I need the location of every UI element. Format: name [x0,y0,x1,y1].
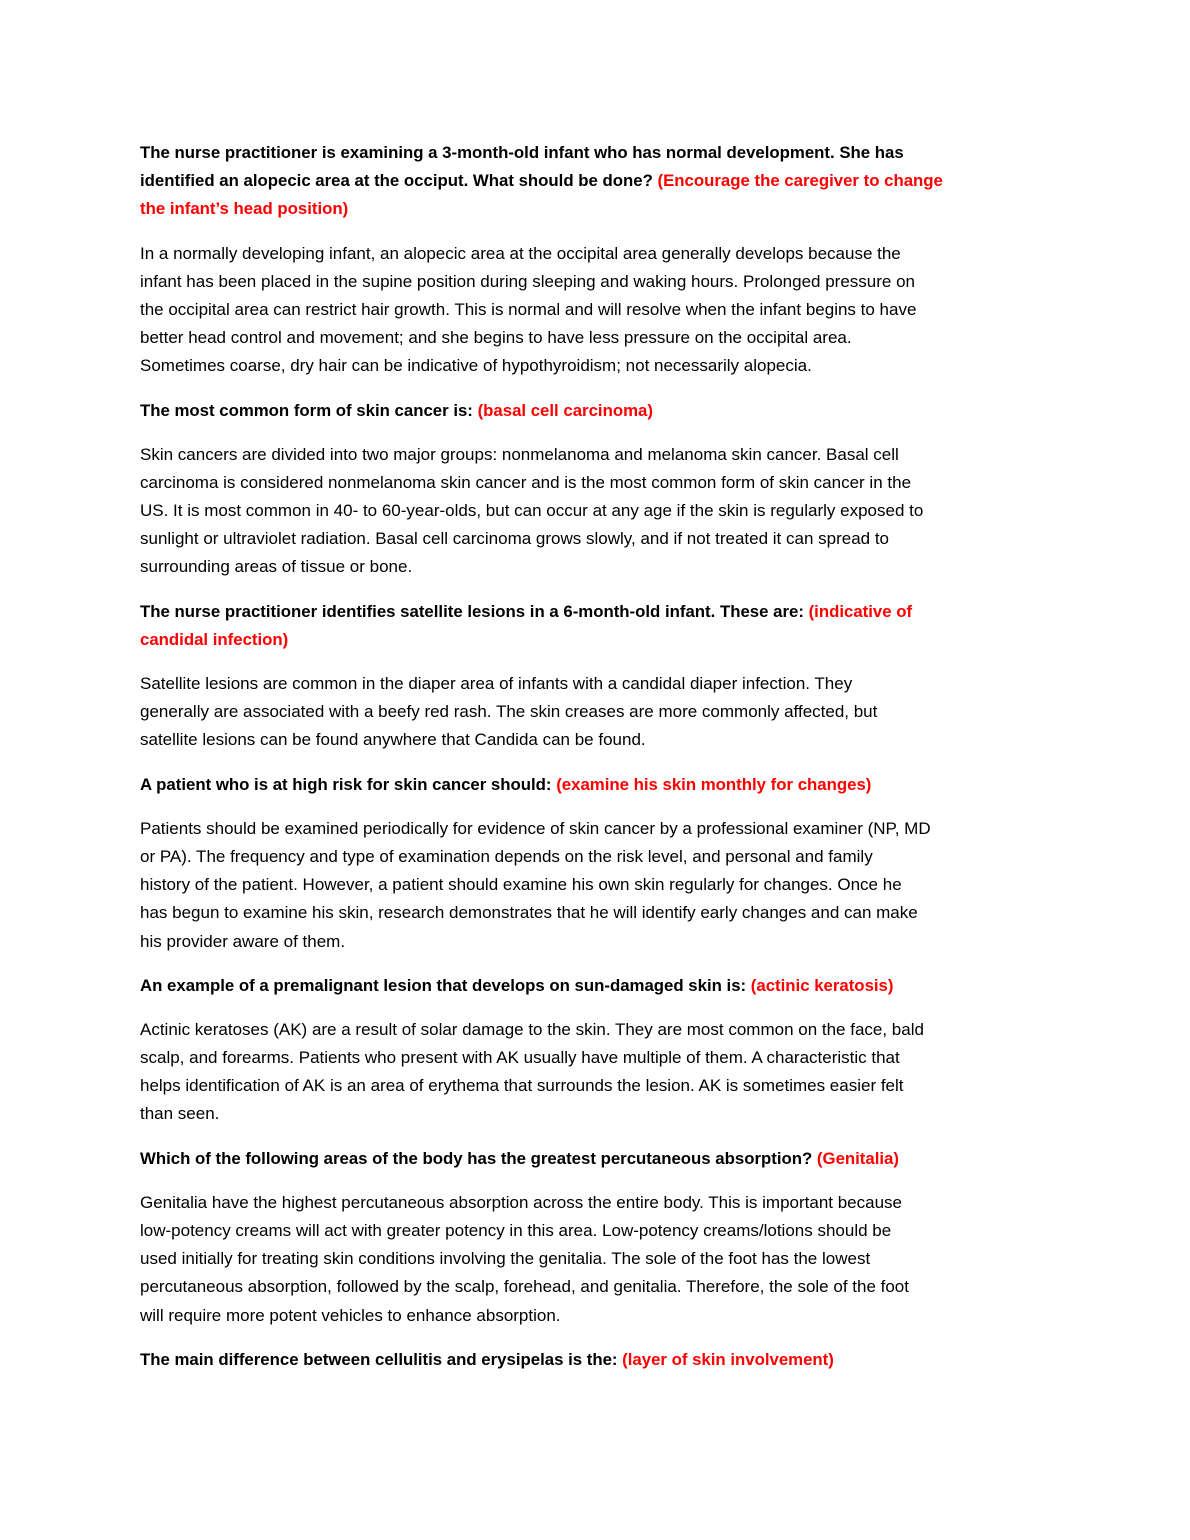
question-text: The main difference between cellulitis and erysipelas is the: [140,1349,623,1369]
text-line [140,195,1060,223]
body-text: In a normally developing infant, an alopecic area at the occipital area generally develops because the [140,243,901,263]
body-text: satellite lesions can be found anywhere that Candida can be found. [140,730,646,750]
body-text: Satellite lesions are common in the diaper area of infants with a candidal diaper infection. They [140,674,853,693]
body-text: history of the patient. However, a patient should examine his own skin regularly for changes. Once he [140,875,902,895]
text-line [140,553,1060,581]
body-text: or PA). The frequency and type of examination depends on the risk level, and personal and family [140,846,873,866]
question-text: The nurse practitioner identifies satellite lesions in a 6-month-old infant. These are: [140,601,809,621]
text-line [140,771,1060,799]
text-line [140,397,1060,425]
document-page [140,139,1060,1390]
body-text: Patients should be examined periodically for evidence of skin cancer by a professional examiner (NP, MD [140,818,931,838]
answer-text: (actinic keratosis) [750,975,894,995]
text-line [140,899,1060,927]
text-line [140,698,1060,726]
body-text: sunlight or ultraviolet radiation. Basal cell carcinoma grows slowly, and if not treated it can spread to [140,529,890,549]
explanation-paragraph [140,1189,1060,1330]
body-text: scalp, and forearms. Patients who present with AK usually have multiple of them. A characteristic that [140,1048,900,1068]
question-heading [140,972,1060,1000]
text-line [140,726,1060,754]
text-line [140,1072,1060,1100]
body-text: low-potency creams will act with greater potency in this area. Low-potency creams/lotions should be [140,1221,892,1240]
question-text: The most common form of skin cancer is: [140,400,478,420]
text-line [140,598,1060,626]
text-line [140,670,1060,698]
body-text: used initially for treating skin conditions involving the genitalia. The sole of the foot has the lowest [140,1249,871,1269]
text-line [140,268,1060,296]
text-line [140,352,1060,380]
text-line [140,1189,1060,1217]
question-text: An example of a premalignant lesion that develops on sun-damaged skin is: [140,975,751,995]
body-text: has begun to examine his skin, research demonstrates that he will identify early changes and can make [140,903,918,923]
text-line [140,1273,1060,1301]
answer-text: (examine his skin monthly for changes) [556,774,872,794]
body-text: will require more potent vehicles to enhance absorption. [140,1305,561,1325]
body-text: infant has been placed in the supine position during sleeping and waking hours. Prolonged pressure on [140,271,915,291]
body-text: surrounding areas of tissue or bone. [140,557,413,577]
text-line [140,1044,1060,1072]
text-line [140,139,1060,167]
text-line [140,843,1060,871]
text-line [140,240,1060,268]
question-heading [140,771,1060,799]
text-line [140,928,1060,956]
text-line [140,972,1060,1000]
body-text: his provider aware of them. [140,931,346,951]
question-heading [140,1346,1060,1374]
answer-text: the infant’s head position) [140,199,349,219]
question-heading [140,1145,1060,1173]
text-line [140,871,1060,899]
text-line [140,1302,1060,1330]
body-text: the occipital area can restrict hair growth. This is normal and will resolve when the infant begins to have [140,299,917,319]
body-text: percutaneous absorption, followed by the scalp, forehead, and genitalia. Therefore, the sole of the foot [140,1277,909,1297]
text-line [140,1145,1060,1173]
body-text: better head control and movement; and she begins to have less pressure on the occipital area. [140,328,852,348]
question-text: A patient who is at high risk for skin cancer should: [140,774,557,794]
answer-text: (indicative of [808,601,913,621]
body-text: carcinoma is considered nonmelanoma skin cancer and is the most common form of skin cancer in the [140,472,912,492]
text-line [140,324,1060,352]
body-text: Sometimes coarse, dry hair can be indicative of hypothyroidism; not necessarily alopecia. [140,356,812,376]
text-line [140,626,1060,654]
text-line [140,525,1060,553]
body-text: Skin cancers are divided into two major groups: nonmelanoma and melanoma skin cancer. Basal cell [140,444,899,464]
text-line [140,1217,1060,1245]
text-line [140,1346,1060,1374]
question-heading [140,139,1060,224]
text-line [140,1100,1060,1128]
answer-text: candidal infection) [140,629,289,649]
answer-text: (Genitalia) [816,1148,899,1168]
body-text: generally are associated with a beefy red rash. The skin creases are more commonly affected, but [140,702,878,722]
question-heading [140,598,1060,654]
explanation-paragraph [140,815,1060,956]
explanation-paragraph [140,441,1060,582]
text-line [140,167,1060,195]
text-line [140,296,1060,324]
body-text: than seen. [140,1104,220,1124]
text-line [140,497,1060,525]
answer-text: (layer of skin involvement) [622,1349,834,1369]
explanation-paragraph [140,670,1060,755]
explanation-paragraph [140,240,1060,381]
question-text: Which of the following areas of the body has the greatest percutaneous absorption? [140,1148,817,1168]
text-line [140,1245,1060,1273]
text-line [140,469,1060,497]
body-text: Actinic keratoses (AK) are a result of solar damage to the skin. They are most common on the face, bald [140,1019,924,1039]
text-line [140,441,1060,469]
answer-text: (basal cell carcinoma) [477,400,653,420]
body-text: helps identification of AK is an area of erythema that surrounds the lesion. AK is sometimes easier felt [140,1076,904,1096]
text-line [140,1016,1060,1044]
question-text: The nurse practitioner is examining a 3-month-old infant who has normal development. She has [140,143,904,162]
question-text: identified an alopecic area at the occiput. What should be done? [140,171,658,191]
answer-text: (Encourage the caregiver to change [657,171,943,191]
body-text: US. It is most common in 40- to 60-year-olds, but can occur at any age if the skin is regularly exposed to [140,501,924,521]
body-text: Genitalia have the highest percutaneous absorption across the entire body. This is important because [140,1192,902,1212]
question-heading [140,397,1060,425]
explanation-paragraph [140,1016,1060,1129]
text-line [140,815,1060,843]
